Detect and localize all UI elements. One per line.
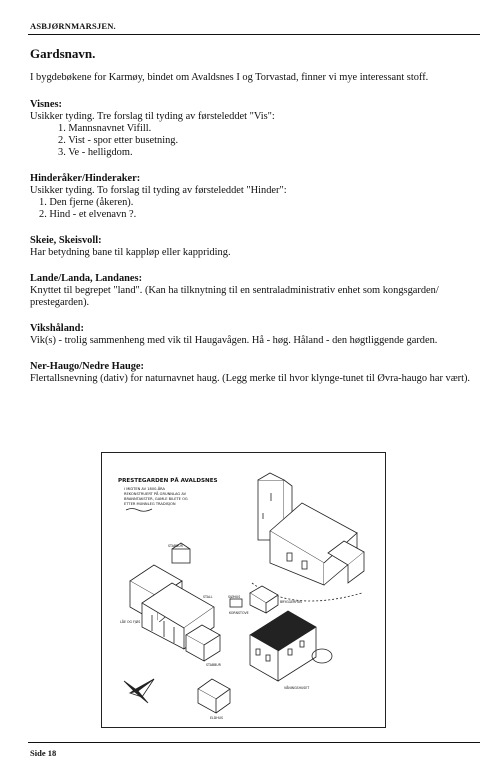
label-eldhus: ELDHUS <box>210 716 223 720</box>
top-rule <box>28 34 480 35</box>
label-kornstove: KORNSTOVE <box>229 611 249 615</box>
section-body: Usikker tyding. Tre forslag til tyding av førsteleddet "Vis": <box>30 111 275 122</box>
list <box>30 197 478 221</box>
figure-caption-line: ETTER MUNNLEG TRADISJON <box>124 502 176 506</box>
figure-caption-line: REKONSTRUERT PÅ GRUNNLAG AV <box>124 492 187 496</box>
label-bryggerhus: BRYGGERHUS <box>280 600 303 604</box>
farm-illustration <box>101 452 386 728</box>
list <box>30 123 478 159</box>
label-stabbur: STABBUR <box>168 544 183 548</box>
church-drawing <box>252 473 364 601</box>
main-house-drawing <box>250 611 332 681</box>
page-title: Gardsnavn. <box>30 46 96 61</box>
section-body: Vik(s) - trolig sammenheng med vik til Haugavågen. Hå - høg. Håland - den høgtliggende garden. <box>30 335 438 346</box>
section-body: Usikker tyding. To forslag til tyding av førsteleddet "Hinder": <box>30 185 287 196</box>
list-item: 2. Vist - spor etter busetning. <box>58 135 179 146</box>
section-skeie <box>30 235 478 259</box>
compass-rose <box>124 679 154 703</box>
section-heading: Skeie, Skeisvoll: <box>30 235 102 246</box>
label-stabbur-2: STABBUR <box>206 663 221 667</box>
page-number: Side 18 <box>30 748 57 758</box>
section-visnes <box>30 99 478 159</box>
section-heading: Vikshåland: <box>30 323 84 334</box>
section-hinderaker <box>30 173 478 221</box>
section-heading: Hinderåker/Hinderaker: <box>30 173 141 184</box>
section-body: Flertallsnevning (dativ) for naturnavnet haug. (Legg merke til hvor klynge-tunet til Øvra-haugo har vært). <box>30 373 471 384</box>
content <box>30 48 478 399</box>
figure-caption-title: PRESTEGARDEN PÅ AVALDSNES <box>118 478 218 484</box>
intro-paragraph: I bygdebøkene for Karmøy, bindet om Avaldsnes I og Torvastad, finner vi mye interessant stoff. <box>30 72 429 83</box>
figure-caption-line: I MIDTEN AV 1800-ÅRA <box>124 487 165 491</box>
section-vikshaland <box>30 323 478 347</box>
eldhus-drawing <box>198 679 230 713</box>
running-head: ASBJØRNMARSJEN. <box>30 21 116 31</box>
section-heading: Ner-Haugo/Nedre Hauge: <box>30 361 144 372</box>
list-item: 1. Mannsnavnet Vifill. <box>58 123 152 134</box>
label-stall: STALL <box>203 595 213 599</box>
farm-drawing <box>102 453 385 727</box>
figure-caption-line: BRANNTAKSTER, GAMLE BILETE OG <box>124 497 188 501</box>
section-lande <box>30 273 478 309</box>
section-body: Knyttet til begrepet "land". (Kan ha tilknytning til en sentraladministrativ enhet som kongsgarden/ prestegarden). <box>30 285 439 308</box>
signature-scribble <box>126 509 152 512</box>
section-ner-haugo <box>30 361 478 385</box>
bottom-rule <box>28 742 480 743</box>
list-item: 1. Den fjerne (åkeren). <box>39 197 134 208</box>
label-sjohus: SJØHUS <box>228 595 241 599</box>
section-heading: Lande/Landa, Landanes: <box>30 273 143 284</box>
section-heading: Visnes: <box>30 99 62 110</box>
section-body: Har betydning bane til kappløp eller kappriding. <box>30 247 231 258</box>
label-lae-og-fjos: LÅE OG FJØS <box>120 620 141 624</box>
list-item: 2. Hind - et elvenavn ?. <box>39 209 137 220</box>
label-vaningshuset: VÅNINGSHUSET <box>284 686 310 690</box>
list-item: 3. Ve - helligdom. <box>58 147 133 158</box>
